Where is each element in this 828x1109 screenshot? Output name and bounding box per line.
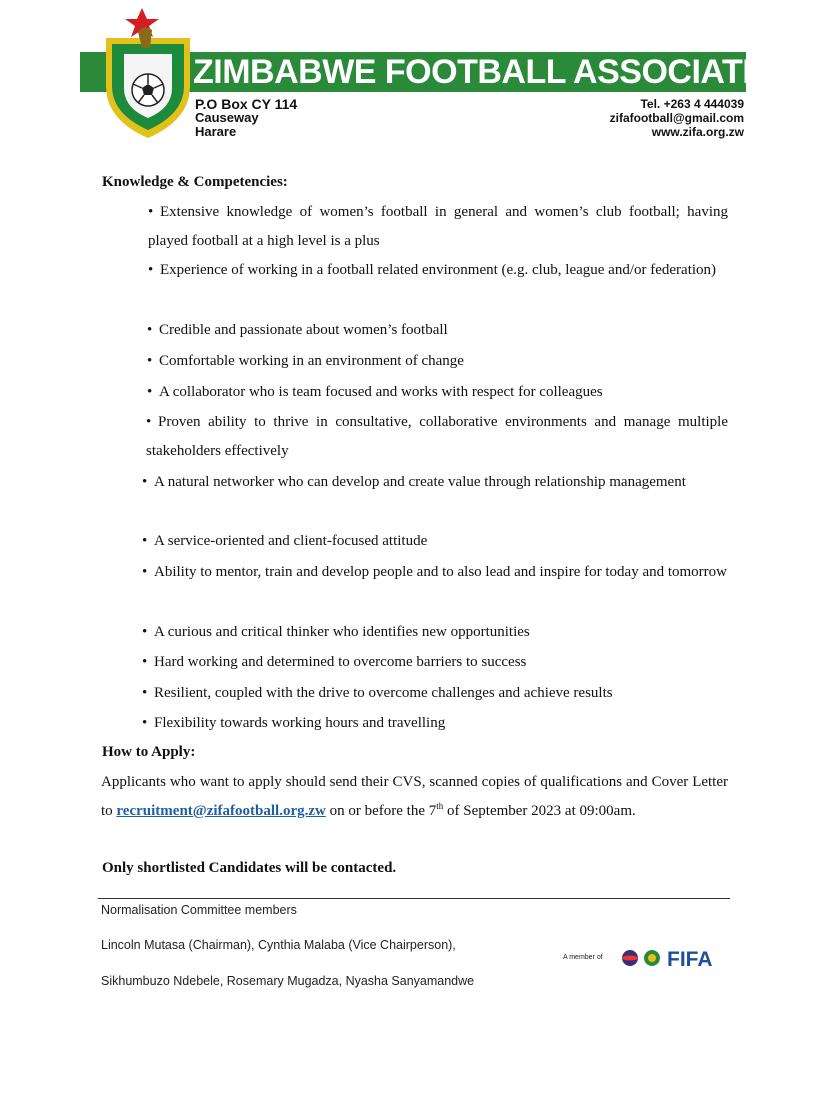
address-line: P.O Box CY 114: [195, 96, 298, 112]
address-line: Harare: [195, 124, 237, 139]
committee-title: Normalisation Committee members: [101, 903, 297, 917]
contact-details: [610, 97, 744, 139]
zifa-logo-icon: [100, 8, 196, 140]
postal-address: [195, 97, 297, 139]
contact-email: zifafootball@gmail.com: [609, 111, 744, 125]
list-item: • A collaborator who is team focused and works with respect for colleagues: [147, 384, 603, 400]
list-item: • Hard working and determined to overcome barriers to success: [142, 654, 527, 670]
shortlist-note: Only shortlisted Candidates will be contacted.: [102, 860, 397, 876]
list-item: • Proven ability to thrive in consultative, collaborative environments and manage multiple stakeholders effectively: [146, 414, 728, 459]
letterhead: [0, 0, 828, 160]
phone-number: Tel. +263 4 444039: [640, 97, 744, 111]
competencies-heading: Knowledge & Competencies:: [102, 174, 288, 190]
apply-paragraph: Applicants who want to apply should send their CVS, scanned copies of qualifications and Cover Letter to recruitment@zifafootball.org.zw on or before the 7th of September 2023 at 09:00am.: [101, 774, 728, 819]
list-item: • A curious and critical thinker who identifies new opportunities: [142, 624, 530, 640]
footer-divider: [98, 898, 730, 899]
fifa-wordmark: FIFA: [667, 948, 713, 970]
address-line: Causeway: [195, 110, 259, 125]
list-item: • Resilient, coupled with the drive to overcome challenges and achieve results: [142, 685, 613, 701]
committee-members-line: Sikhumbuzo Ndebele, Rosemary Mugadza, Nyasha Sanyamandwe: [101, 974, 475, 988]
list-item: • Credible and passionate about women’s football: [147, 322, 448, 338]
org-name: ZIMBABWE FOOTBALL ASSOCIATION: [193, 53, 802, 91]
list-item: • A natural networker who can develop and create value through relationship management: [142, 474, 686, 490]
website: www.zifa.org.zw: [651, 125, 744, 139]
list-item: • Flexibility towards working hours and travelling: [142, 715, 446, 731]
list-item: • Comfortable working in an environment of change: [147, 353, 464, 369]
committee-members-line: Lincoln Mutasa (Chairman), Cynthia Malaba (Vice Chairperson),: [101, 938, 456, 952]
recruitment-email-link[interactable]: recruitment@zifafootball.org.zw: [116, 802, 326, 819]
fifa-logos-icon: [620, 946, 730, 970]
list-item: • Ability to mentor, train and develop people and to also lead and inspire for today and tomorrow: [142, 564, 728, 580]
list-item: • Experience of working in a football related environment (e.g. club, league and/or federation): [148, 262, 717, 278]
apply-heading: How to Apply:: [102, 744, 196, 760]
list-item: • Extensive knowledge of women’s football in general and women’s club football; having played football at a high level is a plus: [148, 204, 728, 249]
member-of-label: A member of: [563, 954, 603, 961]
list-item: • A service-oriented and client-focused attitude: [142, 533, 428, 549]
